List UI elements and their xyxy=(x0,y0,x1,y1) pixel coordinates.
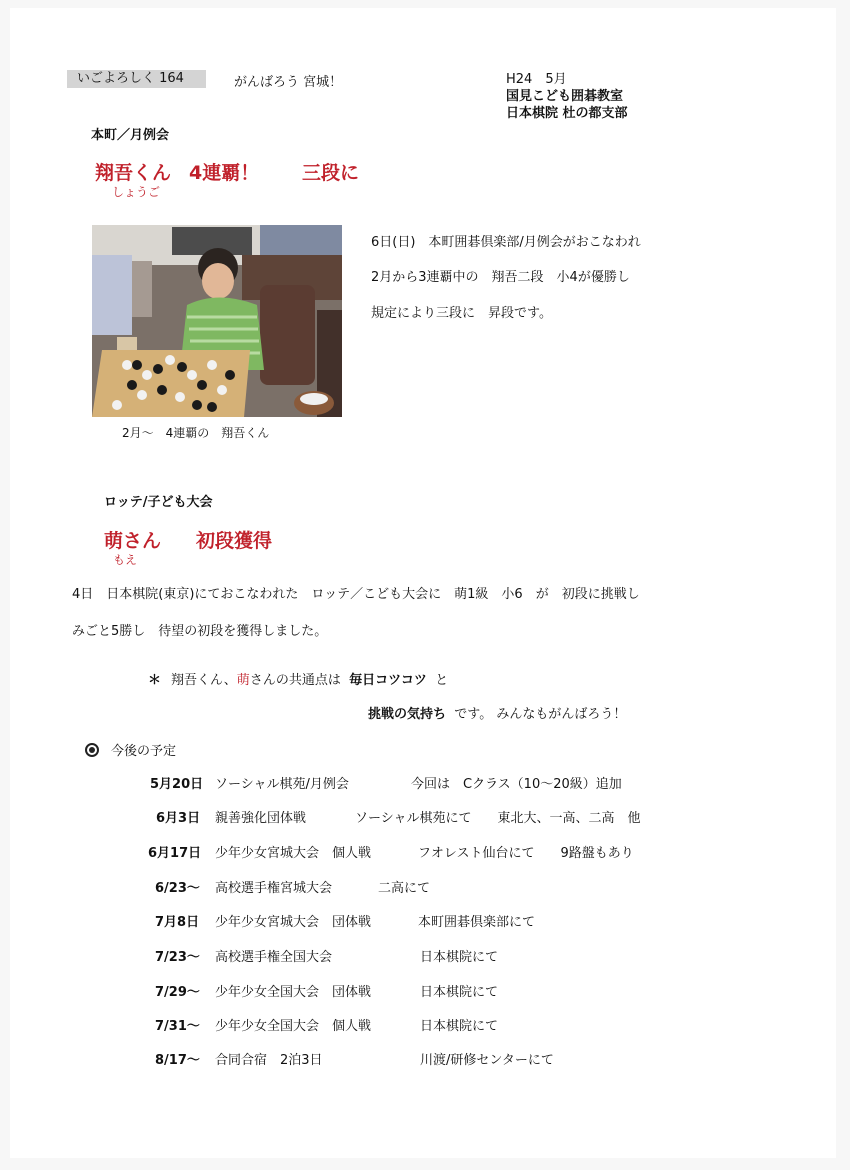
section1-paragraph-line1: 6日(日) 本町囲碁倶楽部/月例会がおこなわれ xyxy=(371,235,641,250)
slogan: がんばろう 宮城！ xyxy=(234,75,343,90)
section1-label: 本町／月例会 xyxy=(91,128,170,143)
org-branch: 日本棋院 杜の都支部 xyxy=(506,106,628,121)
note-emphasis-daily: 毎日コツコツ xyxy=(349,673,427,688)
schedule-event: 高校選手権宮城大会 xyxy=(215,881,333,896)
schedule-event: 合同合宿 2泊3日 xyxy=(215,1053,323,1068)
section2-paragraph-line1: 4日 日本棋院(東京)にておこなわれた ロッテ／こども大会に 萌1級 小6 が 初段に挑戦し xyxy=(72,587,640,602)
note-line1 xyxy=(148,669,448,688)
section1-headline-name: 翔吾くん xyxy=(95,162,172,184)
series-tag: いごよろしく 164 xyxy=(67,70,206,88)
asterisk-icon: ＊ xyxy=(148,673,162,688)
section1-headline-rank: 三段に xyxy=(302,162,360,184)
schedule-detail: 今回は Cクラス（10～20級）追加 xyxy=(411,777,622,792)
section2-headline-rest: 初段獲得 xyxy=(196,530,273,552)
schedule-event: 少年少女宮城大会 個人戦 xyxy=(215,846,372,861)
section2-paragraph-line2: みごと5勝し 待望の初段を獲得しました。 xyxy=(72,624,328,639)
schedule-detail: 川渡/研修センターにて xyxy=(420,1053,554,1068)
schedule-date: 7/23～ xyxy=(155,950,200,965)
schedule-detail: 二高にて xyxy=(378,881,431,896)
schedule-event: 少年少女全国大会 個人戦 xyxy=(215,1019,372,1034)
schedule-detail: 日本棋院にて xyxy=(420,1019,499,1034)
schedule-title: 今後の予定 xyxy=(111,744,177,759)
note-emphasis-challenge: 挑戦の気持ち xyxy=(368,707,447,722)
schedule-date: 8/17～ xyxy=(155,1053,200,1068)
section2-ruby: もえ xyxy=(113,553,138,567)
schedule-detail: 日本棋院にて xyxy=(420,950,499,965)
schedule-date: 7/29～ xyxy=(155,985,200,1000)
note-part1: 翔吾くん、 xyxy=(171,673,237,688)
note-part2: さんの共通点は xyxy=(249,673,341,688)
schedule-event: 親善強化団体戦 xyxy=(215,811,307,826)
section1-paragraph-line2: 2月から3連覇中の 翔吾二段 小4が優勝し xyxy=(371,270,630,285)
schedule-detail: 本町囲碁倶楽部にて xyxy=(418,915,536,930)
schedule-detail: フオレスト仙台にて 9路盤もあり xyxy=(418,846,634,861)
section1-headline-rest: 4連覇！ xyxy=(189,162,260,184)
photo-caption: 2月～ 4連覇の 翔吾くん xyxy=(122,426,270,440)
photo-illustration xyxy=(92,225,342,417)
schedule-title-row xyxy=(85,740,176,759)
section2-headline-name: 萌さん xyxy=(104,530,162,552)
issue-date: H24 5月 xyxy=(506,72,567,87)
schedule-detail: ソーシャル棋苑にて 東北大、一高、二高 他 xyxy=(355,811,641,826)
schedule-date: 6月3日 xyxy=(156,811,201,826)
schedule-date: 6/23～ xyxy=(155,881,200,896)
note-line2 xyxy=(368,703,626,722)
schedule-detail: 日本棋院にて xyxy=(420,985,499,1000)
schedule-date: 7月8日 xyxy=(155,915,200,930)
section1-paragraph-line3: 規定により三段に 昇段です。 xyxy=(371,306,552,321)
game-photo xyxy=(92,225,342,417)
note-part4: です。 みんなもがんばろう！ xyxy=(454,707,627,722)
schedule-event: 少年少女宮城大会 団体戦 xyxy=(215,915,372,930)
note-part3: と xyxy=(435,673,449,688)
note-name-highlight: 萌 xyxy=(236,673,250,688)
schedule-date: 7/31～ xyxy=(155,1019,200,1034)
double-circle-icon xyxy=(85,743,99,757)
section1-ruby: しょうご xyxy=(112,185,161,199)
schedule-event: 高校選手権全国大会 xyxy=(215,950,333,965)
section2-label: ロッテ/子ども大会 xyxy=(104,495,213,510)
schedule-date: 6月17日 xyxy=(148,846,202,861)
org-name: 国見こども囲碁教室 xyxy=(506,89,624,104)
schedule-event: 少年少女全国大会 団体戦 xyxy=(215,985,372,1000)
schedule-event: ソーシャル棋苑/月例会 xyxy=(215,777,349,792)
schedule-date: 5月20日 xyxy=(150,777,204,792)
